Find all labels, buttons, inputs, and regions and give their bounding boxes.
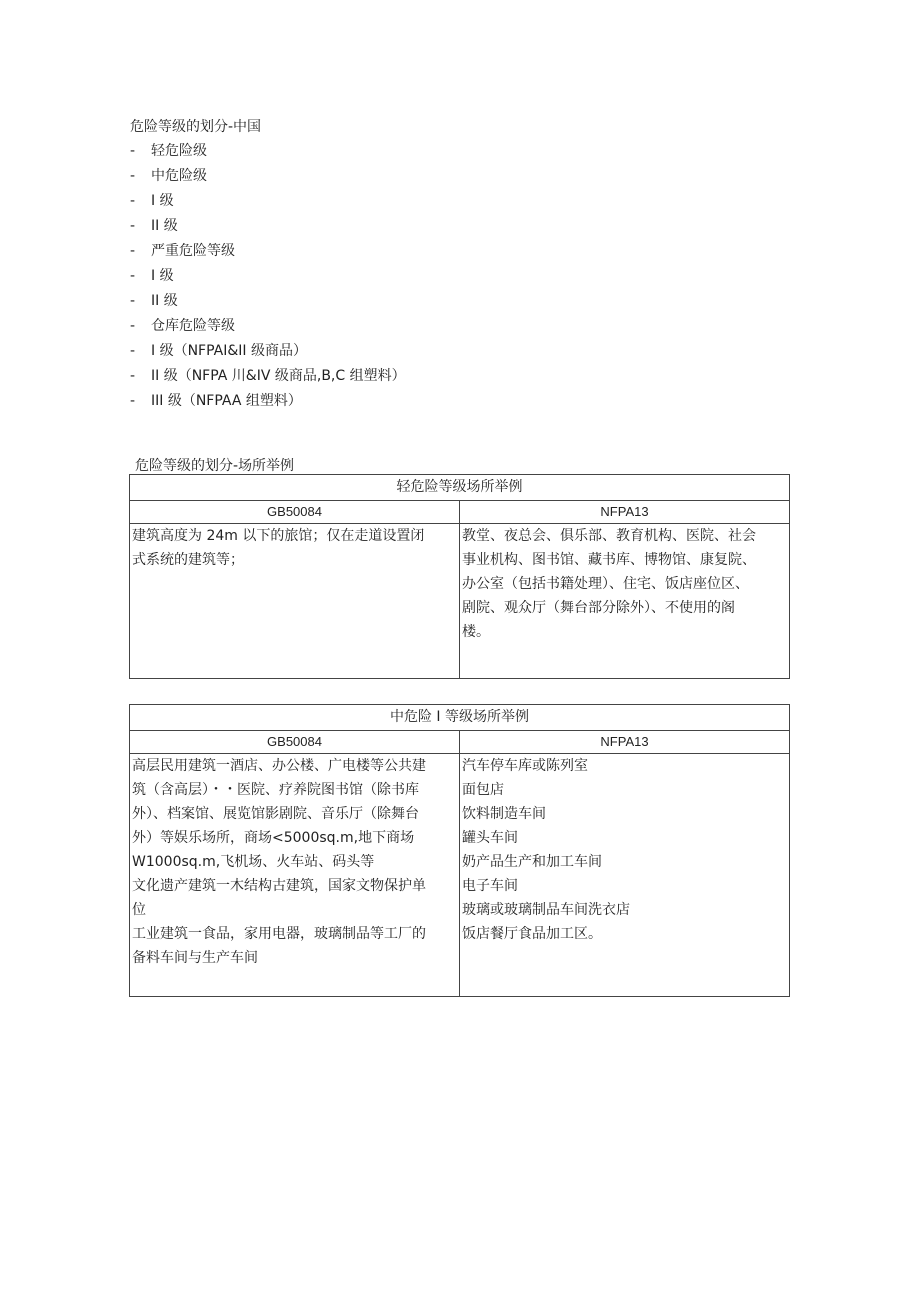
cell-line: 饭店餐厅食品加工区。 — [462, 926, 602, 942]
gb50084-cell — [130, 754, 460, 997]
cell-line: 玻璃或玻璃制品车间洗衣店 — [462, 902, 630, 918]
bullet-dash: - — [130, 243, 136, 259]
cell-line: 工业建筑一食品，家用电器，玻璃制品等工厂的 — [132, 926, 426, 942]
light-hazard-table — [129, 474, 790, 679]
cell-line: W1000sq.m,飞机场、火车站、码头等 — [132, 854, 375, 870]
list-item-text: I 级 — [151, 193, 174, 209]
cell-line: 建筑高度为 24m 以下的旅馆；仅在走道设置闭 — [132, 528, 425, 544]
nfpa13-cell — [460, 524, 790, 679]
list-item-text: 严重危险等级 — [151, 243, 235, 259]
page-title: 危险等级的划分-中国 — [130, 119, 262, 135]
column-header-gb50084: GB50084 — [130, 501, 460, 524]
bullet-dash: - — [130, 318, 136, 334]
cell-line: 楼。 — [462, 624, 490, 640]
column-header-gb50084: GB50084 — [130, 731, 460, 754]
list-item-text: II 级 — [151, 293, 178, 309]
cell-line: 位 — [132, 902, 146, 918]
bullet-dash: - — [130, 218, 136, 234]
bullet-dash: - — [130, 343, 136, 359]
cell-line: 筑（含高层）・・医院、疗养院图书馆（除书库 — [132, 782, 419, 798]
table-caption: 轻危险等级场所举例 — [130, 475, 790, 501]
cell-line: 饮料制造车间 — [462, 806, 546, 822]
cell-line: 备料车间与生产车间 — [132, 950, 258, 966]
cell-line: 奶产品生产和加工车间 — [462, 854, 602, 870]
column-header-nfpa13: NFPA13 — [460, 731, 790, 754]
bullet-dash: - — [130, 368, 136, 384]
cell-line: 外）等娱乐场所，商场<5000sq.m,地下商场 — [132, 830, 415, 846]
cell-line: 教堂、夜总会、俱乐部、教育机构、医院、社会 — [462, 528, 756, 544]
cell-line: 高层民用建筑一酒店、办公楼、广电楼等公共建 — [132, 758, 426, 774]
cell-line: 罐头车间 — [462, 830, 518, 846]
section-title: 危险等级的划分-场所举例 — [135, 458, 295, 474]
bullet-dash: - — [130, 393, 136, 409]
column-header-nfpa13: NFPA13 — [460, 501, 790, 524]
cell-line: 汽车停车库或陈列室 — [462, 758, 588, 774]
cell-line: 式系统的建筑等； — [132, 552, 244, 568]
nfpa13-cell — [460, 754, 790, 997]
bullet-dash: - — [130, 193, 136, 209]
gb50084-cell — [130, 524, 460, 679]
bullet-dash: - — [130, 293, 136, 309]
list-item-text: II 级 — [151, 218, 178, 234]
cell-line: 外）、档案馆、展览馆影剧院、音乐厅（除舞台 — [132, 806, 419, 822]
bullet-dash: - — [130, 143, 136, 159]
list-item-text: I 级 — [151, 268, 174, 284]
cell-line: 事业机构、图书馆、藏书库、博物馆、康复院、 — [462, 552, 756, 568]
list-item-text: 仓库危险等级 — [151, 318, 235, 334]
bullet-dash: - — [130, 168, 136, 184]
cell-line: 面包店 — [462, 782, 504, 798]
cell-line: 电子车间 — [462, 878, 518, 894]
cell-line: 办公室（包括书籍处理）、住宅、饭店座位区、 — [462, 576, 749, 592]
list-item-text: II 级（NFPA 川&IV 级商品,B,C 组塑料） — [151, 368, 406, 384]
cell-line: 剧院、观众厅（舞台部分除外）、不使用的阁 — [462, 600, 735, 616]
list-item-text: 中危险级 — [151, 168, 207, 184]
list-item-text: 轻危险级 — [151, 143, 207, 159]
list-item-text: III 级（NFPAA 组塑料） — [151, 393, 302, 409]
list-item-text: I 级（NFPAI&II 级商品） — [151, 343, 307, 359]
cell-line: 文化遗产建筑一木结构古建筑，国家文物保护单 — [132, 878, 426, 894]
table-caption: 中危险 I 等级场所举例 — [130, 705, 790, 731]
bullet-dash: - — [130, 268, 136, 284]
medium-hazard-table — [129, 704, 790, 997]
